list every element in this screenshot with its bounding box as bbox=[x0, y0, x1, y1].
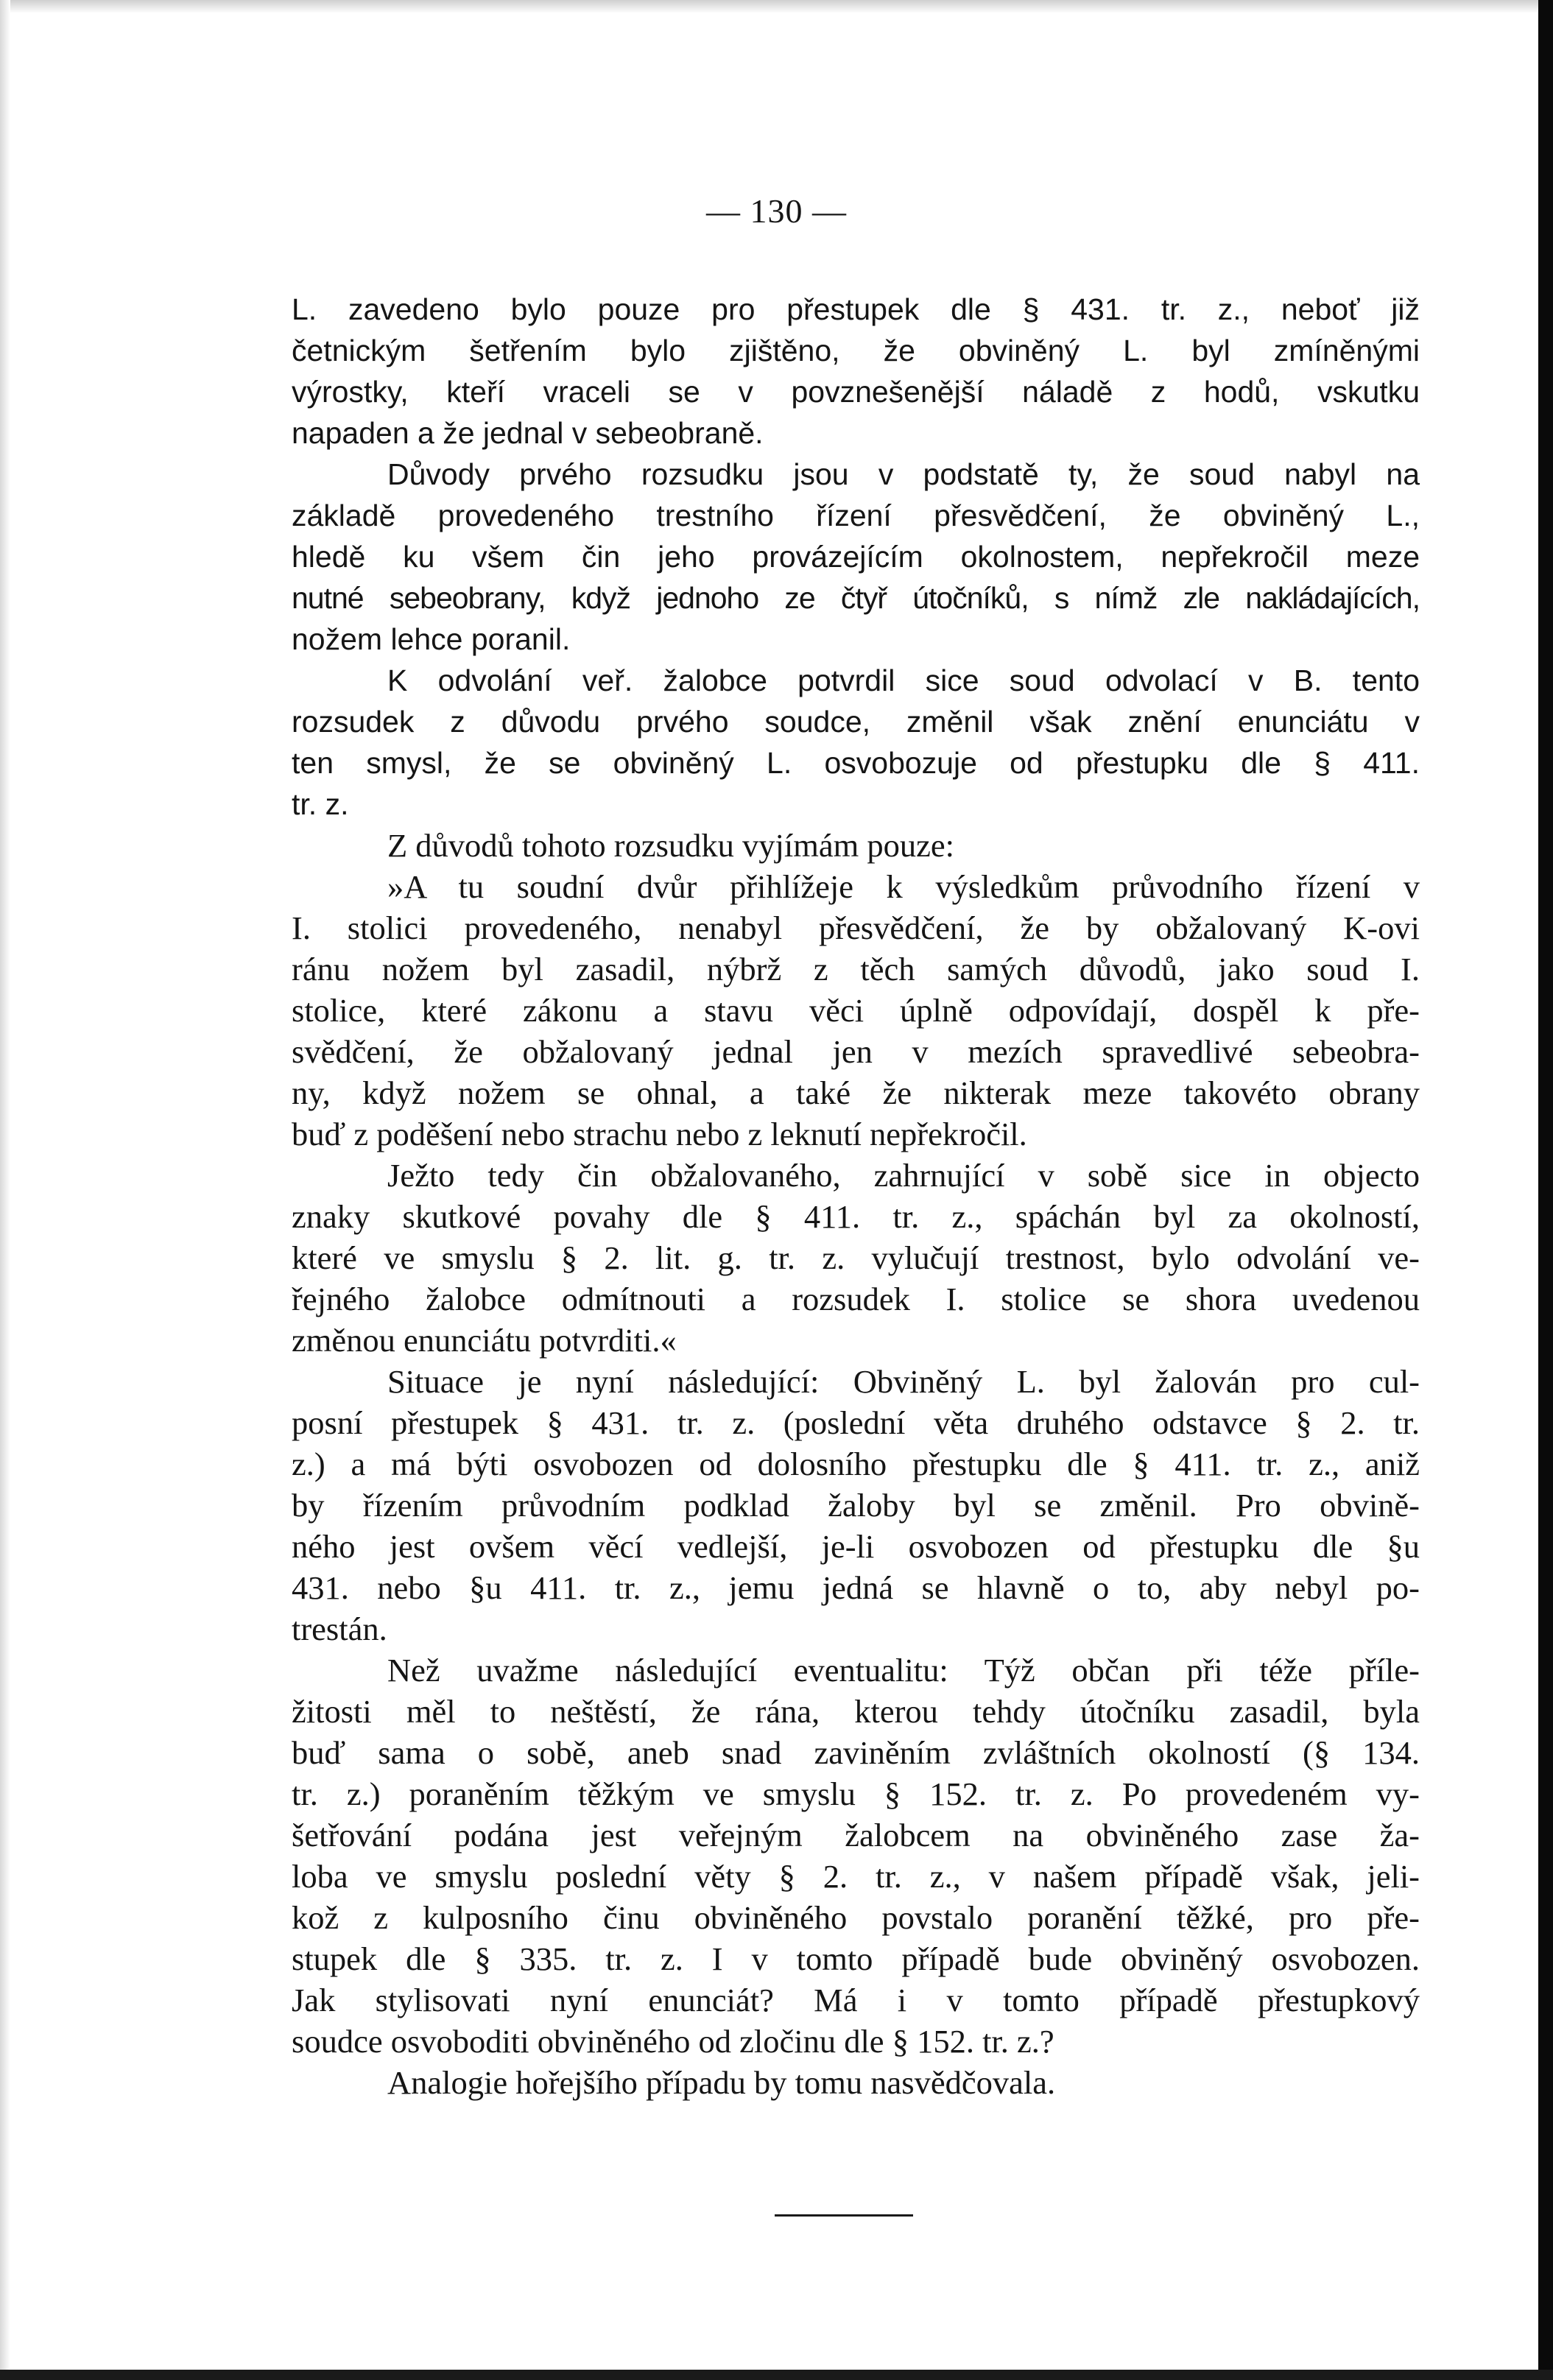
text-line: ného jest ovšem věcí vedlejší, je-li osvobozen od přestupku dle §u bbox=[292, 1528, 1420, 1565]
text-line: z.) a má býti osvobozen od dolosního přestupku dle § 411. tr. z., aniž bbox=[292, 1446, 1420, 1482]
text-line: buď z poděšení nebo strachu nebo z leknutí nepřekročil. bbox=[292, 1116, 1027, 1152]
text-line: 431. nebo §u 411. tr. z., jemu jedná se hlavně o to, aby nebyl po- bbox=[292, 1569, 1420, 1606]
text-line: I. stolici provedeného, nenabyl přesvědčení, že by obžalovaný K-ovi bbox=[292, 909, 1420, 946]
text-line: stupek dle § 335. tr. z. I v tomto případě bude obviněný osvobozen. bbox=[292, 1940, 1420, 1977]
paragraph-start-line: Důvody prvého rozsudku jsou v podstatě ty, že soud nabyl na bbox=[387, 457, 1420, 491]
text-line: napaden a že jednal v sebeobraně. bbox=[292, 416, 764, 450]
text-line: ránu nožem byl zasadil, nýbrž z těch samých důvodů, jako soud I. bbox=[292, 951, 1420, 987]
text-line: základě provedeného trestního řízení přesvědčení, že obviněný L., bbox=[292, 499, 1420, 532]
body-text bbox=[292, 289, 1420, 2103]
text-line: znaky skutkové povahy dle § 411. tr. z., spáchán byl za okolností, bbox=[292, 1198, 1420, 1235]
text-line: které ve smyslu § 2. lit. g. tr. z. vylučují trestnost, bylo odvolání ve- bbox=[292, 1239, 1420, 1276]
text-line: tr. z.) poraněním těžkým ve smyslu § 152. tr. z. Po provedeném vy- bbox=[292, 1775, 1420, 1812]
text-line: tr. z. bbox=[292, 787, 349, 821]
page-number: — 130 — bbox=[706, 192, 847, 230]
text-line: soudce osvoboditi obviněného od zločinu dle § 152. tr. z.? bbox=[292, 2023, 1054, 2060]
text-line: svědčení, že obžalovaný jednal jen v mezích spravedlivé sebeobra- bbox=[292, 1033, 1420, 1070]
paragraph-start-line: Situace je nyní následující: Obviněný L. byl žalován pro cul- bbox=[387, 1363, 1420, 1400]
text-line: nožem lehce poranil. bbox=[292, 622, 571, 656]
text-line: by řízením průvodním podklad žaloby byl se změnil. Pro obvině- bbox=[292, 1487, 1420, 1524]
text-line: buď sama o sobě, aneb snad zaviněním zvláštních okolností (§ 134. bbox=[292, 1734, 1420, 1771]
text-line: žitosti měl to neštěstí, že rána, kterou tehdy útočníku zasadil, byla bbox=[292, 1693, 1420, 1730]
end-rule bbox=[775, 2214, 913, 2217]
text-line: hledě ku všem čin jeho provázejícím okolnostem, nepřekročil meze bbox=[292, 540, 1420, 574]
text-line: ny, když nožem se ohnal, a také že nikterak meze takovéto obrany bbox=[292, 1074, 1420, 1111]
text-line: četnickým šetřením bylo zjištěno, že obviněný L. byl zmíněnými bbox=[292, 334, 1420, 367]
text-line: L. zavedeno bylo pouze pro přestupek dle § 431. tr. z., neboť již bbox=[292, 292, 1420, 326]
text-line: trestán. bbox=[292, 1610, 387, 1647]
paragraph-start-line: Než uvažme následující eventualitu: Týž občan při téže příle- bbox=[387, 1652, 1420, 1689]
text-line: stolice, které zákonu a stavu věci úplně odpovídají, dospěl k pře- bbox=[292, 992, 1420, 1029]
text-line: nutné sebeobrany, když jednoho ze čtyř útočníků, s nímž zle nakládajících, bbox=[292, 581, 1420, 615]
text-line: rozsudek z důvodu prvého soudce, změnil však znění enunciátu v bbox=[292, 705, 1420, 739]
text-line: výrostky, kteří vraceli se v povznešenější náladě z hodů, vskutku bbox=[292, 375, 1420, 409]
text-line: loba ve smyslu poslední věty § 2. tr. z., v našem případě však, jeli- bbox=[292, 1858, 1420, 1895]
paragraph-start-line: K odvolání veř. žalobce potvrdil sice soud odvolací v B. tento bbox=[387, 663, 1420, 697]
text-line: posní přestupek § 431. tr. z. (poslední věta druhého odstavce § 2. tr. bbox=[292, 1404, 1420, 1441]
text-line: ten smysl, že se obviněný L. osvobozuje od přestupku dle § 411. bbox=[292, 746, 1420, 780]
text-line: řejného žalobce odmítnouti a rozsudek I. stolice se shora uvedenou bbox=[292, 1281, 1420, 1317]
text-line: Jak stylisovati nyní enunciát? Má i v tomto případě přestupkový bbox=[292, 1982, 1420, 2018]
text-line: kož z kulposního činu obviněného povstalo poranění těžké, pro pře- bbox=[292, 1899, 1420, 1936]
paragraph-start-line: »A tu soudní dvůr přihlížeje k výsledkům průvodního řízení v bbox=[387, 868, 1420, 905]
text-line: šetřování podána jest veřejným žalobcem na obviněného zase ža- bbox=[292, 1817, 1420, 1853]
paragraph-start-line: Z důvodů tohoto rozsudku vyjímám pouze: bbox=[387, 827, 954, 864]
paragraph-start-line: Analogie hořejšího případu by tomu nasvědčovala. bbox=[387, 2064, 1056, 2101]
text-line: změnou enunciátu potvrditi.« bbox=[292, 1322, 677, 1359]
paragraph-start-line: Ježto tedy čin obžalovaného, zahrnující v sobě sice in objecto bbox=[387, 1157, 1420, 1194]
